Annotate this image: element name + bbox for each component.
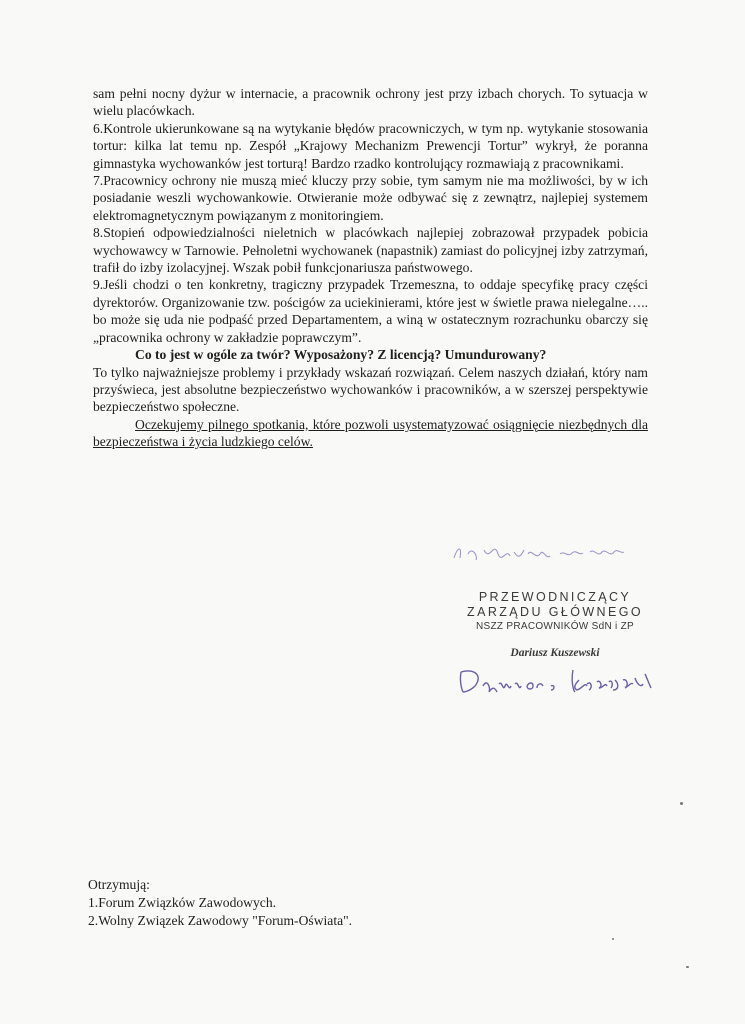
summary-paragraph: To tylko najważniejsze problemy i przykłady wskazań rozwiązań. Celem naszych działań, który nam przyświeca, jest absolutne bezpieczeństwo wychowanków i pracowników, a w szerszej perspektywie bezpieczeństwo społeczne. — [93, 364, 648, 415]
paragraph-point-9: 9.Jeśli chodzi o ten konkretny, tragiczny przypadek Trzemeszna, to oddaje specyfikę pracy części dyrektorów. Organizowanie tzw. pościgów za uciekinierami, które jest w świetle prawa nielegalne….. bo może się uda nie podpaść przed Departamentem, a winą w ostatecznym rozrachunku obarczy się „pracownika ochrony w zakładzie poprawczym”. — [93, 277, 648, 345]
recipients-heading: Otrzymują: — [88, 877, 150, 892]
paragraph-point-7: 7.Pracownicy ochrony nie muszą mieć kluczy przy sobie, tym samym nie ma możliwości, by w ich posiadanie weszli wychowankowie. Otwieranie może odbywać się z zewnątrz, najlepiej systemem elektromagnetycznym powiązanym z monitoringiem. — [93, 173, 648, 223]
paragraph-point-8: 8.Stopień odpowiedzialności nieletnich w placówkach najlepiej zobrazował przypadek pobicia wychowawcy w Tarnowie. Pełnoletni wychowanek (napastnik) zamiast do policyjnej izby zatrzymań, trafił do izby izolacyjnej. Wszak pobił funkcjonariusza państwowego. — [93, 225, 648, 276]
scan-speck — [686, 966, 689, 968]
paragraph-point-6: 6.Kontrole ukierunkowane są na wytykanie błędów pracowniczych, w tym np. wytykanie stosowania tortur: kilka lat temu np. Zespół „Krajowy Mechanizm Prewencji Tortur” wykrył, że poranna gimnastyka wychowanków jest torturą! Bardzo rzadko kontrolujący rozmawiają z pracownikami. — [93, 120, 648, 171]
handwritten-greeting — [450, 540, 650, 570]
recipient-item: 2.Wolny Związek Zawodowy "Forum-Oświata". — [88, 913, 353, 928]
closing-paragraph: Oczekujemy pilnego spotkania, które pozwoli usystematyzować osiągnięcie niezbędnych dla bezpieczeństwa i życia ludzkiego celów. — [93, 416, 648, 450]
official-stamp — [455, 590, 655, 659]
stamp-name: Dariusz Kuszewski — [510, 647, 600, 659]
recipients-list — [88, 876, 352, 930]
stamp-board-line: ZARZĄDU GŁÓWNEGO — [467, 605, 643, 619]
stamp-union-line: NSZZ PRACOWNIKÓW SdN i ZP — [475, 621, 635, 632]
stamp-title-line: PRZEWODNICZĄCY — [478, 590, 632, 604]
scan-speck — [612, 938, 614, 940]
question-heading: Co to jest w ogóle za twór? Wyposażony? Z licencją? Umundurowany? — [135, 347, 547, 363]
handwritten-signature — [455, 660, 660, 700]
paragraph-continuation: sam pełni nocny dyżur w internacie, a pracownik ochrony jest przy izbach chorych. To sytuacja w wielu placówkach. — [93, 86, 648, 119]
recipient-item: 1.Forum Związków Zawodowych. — [88, 895, 277, 910]
scan-speck — [680, 802, 683, 805]
letter-body — [93, 85, 648, 451]
